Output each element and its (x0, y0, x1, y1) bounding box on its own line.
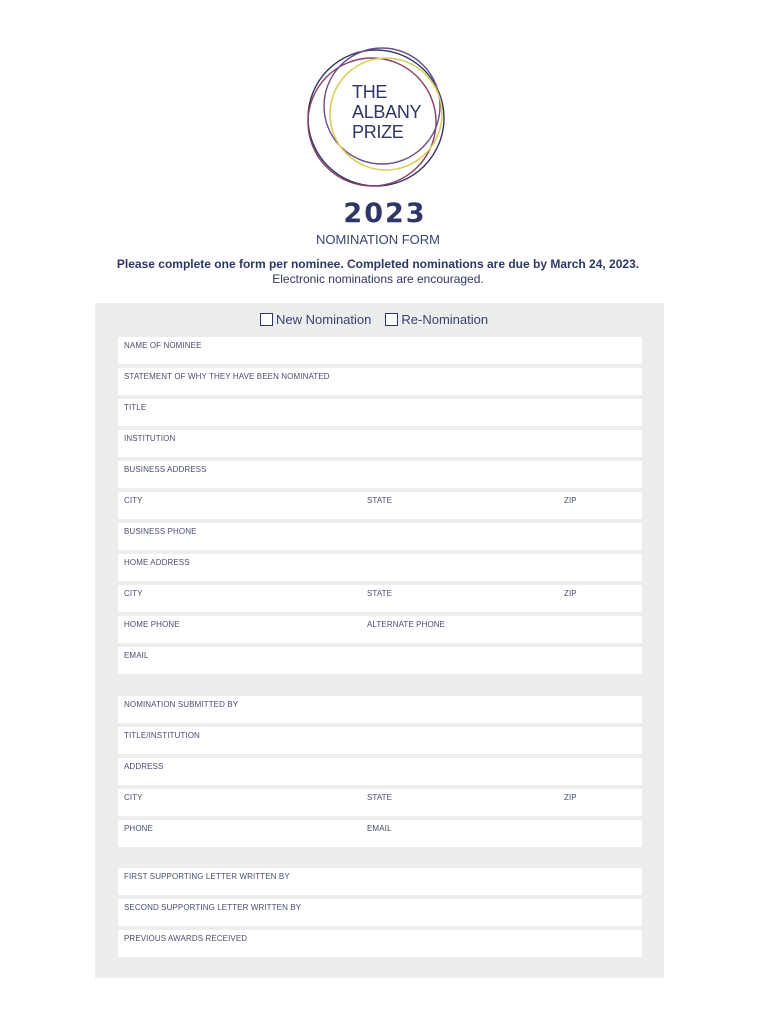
zip-label: ZIP (564, 589, 577, 598)
form-title: NOMINATION FORM (316, 232, 440, 247)
title-institution-field[interactable] (118, 727, 642, 754)
statement-label: STATEMENT OF WHY THEY HAVE BEEN NOMINATED (124, 372, 330, 381)
state-label: STATE (367, 589, 393, 598)
second-letter-label: SECOND SUPPORTING LETTER WRITTEN BY (124, 903, 302, 912)
home-address-label: HOME ADDRESS (124, 558, 190, 567)
zip-label: ZIP (564, 793, 577, 802)
submitter-address-label: ADDRESS (124, 762, 164, 771)
first-letter-label: FIRST SUPPORTING LETTER WRITTEN BY (124, 872, 290, 881)
email-field[interactable] (118, 647, 642, 674)
instructions-line-2: Electronic nominations are encouraged. (272, 272, 484, 286)
submitter-email-label: EMAIL (367, 824, 392, 833)
business-city-state-zip-field[interactable] (118, 492, 642, 519)
state-label: STATE (367, 496, 393, 505)
state-label: STATE (367, 793, 393, 802)
business-address-field[interactable] (118, 461, 642, 488)
submitted-by-label: NOMINATION SUBMITTED BY (124, 700, 239, 709)
nomination-type (260, 312, 502, 327)
submitter-city-state-zip-field[interactable] (118, 789, 642, 816)
new-nomination-option[interactable] (260, 312, 371, 327)
nominee-name-label: NAME OF NOMINEE (124, 341, 202, 350)
logo-text (352, 82, 421, 142)
nominee-name-field[interactable] (118, 337, 642, 364)
city-label: CITY (124, 589, 143, 598)
new-nomination-checkbox[interactable] (260, 313, 273, 326)
city-label: CITY (124, 496, 143, 505)
logo-line-albany: ALBANY (352, 102, 422, 122)
title-field[interactable] (118, 399, 642, 426)
institution-label: INSTITUTION (124, 434, 176, 443)
home-city-state-zip-field[interactable] (118, 585, 642, 612)
home-phone-label: HOME PHONE (124, 620, 180, 629)
first-letter-field[interactable] (118, 868, 642, 895)
title-institution-label: TITLE/INSTITUTION (124, 731, 200, 740)
logo-line-prize: PRIZE (352, 122, 404, 142)
zip-label: ZIP (564, 496, 577, 505)
re-nomination-option[interactable] (385, 312, 488, 327)
re-nomination-checkbox[interactable] (385, 313, 398, 326)
new-nomination-label: New Nomination (276, 312, 372, 327)
submitted-by-field[interactable] (118, 696, 642, 723)
submitter-address-field[interactable] (118, 758, 642, 785)
re-nomination-label: Re-Nomination (401, 312, 489, 327)
second-letter-field[interactable] (118, 899, 642, 926)
statement-field[interactable] (118, 368, 642, 395)
business-phone-label: BUSINESS PHONE (124, 527, 197, 536)
previous-awards-field[interactable] (118, 930, 642, 957)
albany-prize-logo (300, 40, 452, 200)
email-label: EMAIL (124, 651, 149, 660)
business-phone-field[interactable] (118, 523, 642, 550)
logo-line-the: THE (352, 82, 388, 102)
submitter-phone-email-field[interactable] (118, 820, 642, 847)
previous-awards-label: PREVIOUS AWARDS RECEIVED (124, 934, 248, 943)
instructions-line-1: Please complete one form per nominee. Completed nominations are due by March 24, 2023. (116, 257, 640, 271)
home-address-field[interactable] (118, 554, 642, 581)
year-heading: 2023 (343, 198, 427, 229)
alternate-phone-label: ALTERNATE PHONE (367, 620, 446, 629)
institution-field[interactable] (118, 430, 642, 457)
title-label: TITLE (124, 403, 147, 412)
business-address-label: BUSINESS ADDRESS (124, 465, 207, 474)
city-label: CITY (124, 793, 143, 802)
instructions (0, 257, 756, 287)
submitter-phone-label: PHONE (124, 824, 153, 833)
home-phone-field[interactable] (118, 616, 642, 643)
